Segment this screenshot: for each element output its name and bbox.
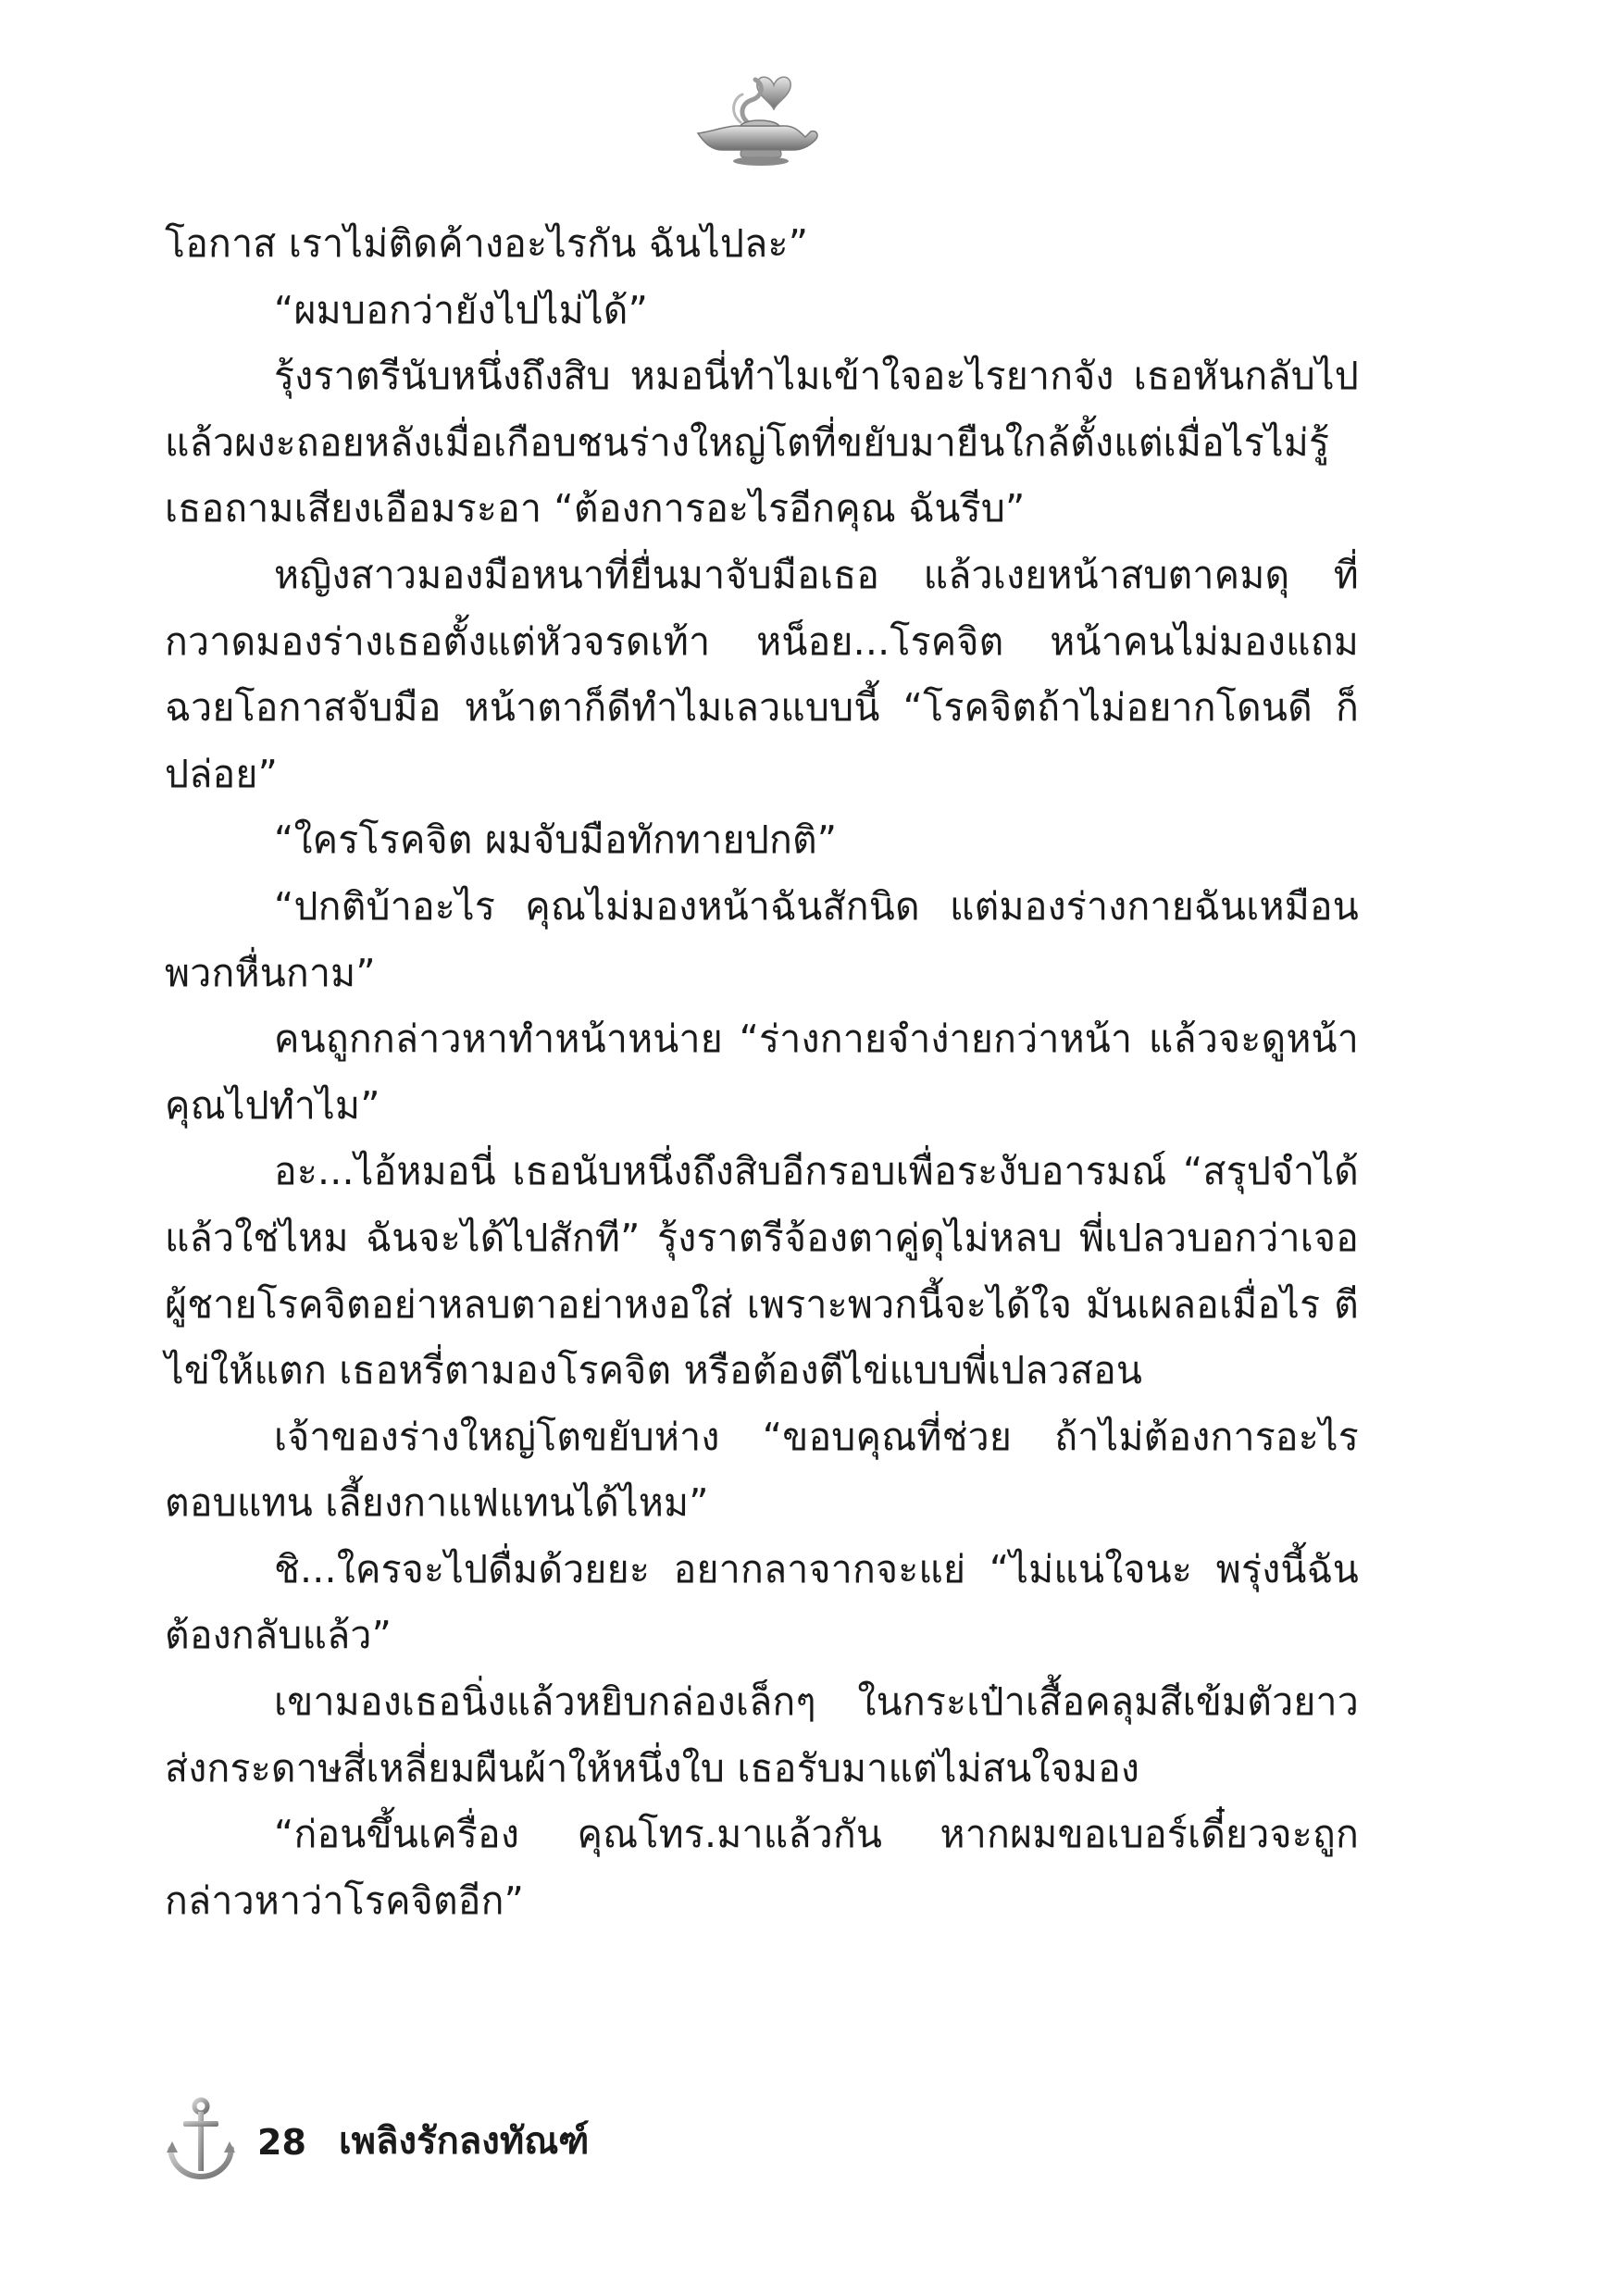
page-footer <box>165 2097 998 2180</box>
page-number: 28 <box>257 2122 306 2163</box>
paragraph-3: รุ้งราตรีนับหนึ่งถึงสิบ หมอนี่ทำไมเข้าใจอะไรยากจัง เธอหันกลับไป แล้วผงะถอยหลังเมื่อเกือบชนร่างใหญ่โตที่ขยับมายืนใกล้ตั้งแต่เมื่อไรไม่รู้ เธอถามเสียงเอือมระอา “ต้องการอะไรอีกคุณ ฉันรีบ” <box>165 354 1359 531</box>
genie-lamp-heart-icon <box>685 57 824 168</box>
book-title: เพลิงรักลงทัณฑ์ <box>339 2120 590 2163</box>
paragraph-6: “ปกติบ้าอะไร คุณไม่มองหน้าฉันสักนิด แต่มองร่างกายฉันเหมือน พวกหื่นกาม” <box>165 883 1359 995</box>
paragraph-4: หญิงสาวมองมือหนาที่ยื่นมาจับมือเธอ แล้วเงยหน้าสบตาคมดุ ที่กวาดมองร่างเธอตั้งแต่หัวจรดเท้า หน็อย...โรคจิต หน้าคนไม่มองแถม ฉวยโอกาสจับมือ หน้าตาก็ดีทำไมเลวแบบนี้ “โรคจิตถ้าไม่อยากโดนดี ก็ปล่อย” <box>165 552 1359 796</box>
paragraph-11: เขามองเธอนิ่งแล้วหยิบกล่องเล็กๆ ในกระเป๋าเสื้อคลุมสีเข้มตัวยาว ส่งกระดาษสี่เหลี่ยมผืนผ้าให้หนึ่งใบ เธอรับมาแต่ไม่สนใจมอง <box>165 1679 1359 1791</box>
paragraph-5: “ใครโรคจิต ผมจับมือทักทายปกติ” <box>274 817 838 863</box>
body-text <box>165 211 1359 1934</box>
anchor-icon <box>165 2097 237 2182</box>
paragraph-12: “ก่อนขึ้นเครื่อง คุณโทร.มาแล้วกัน หากผมขอเบอร์เดี๋ยวจะถูก กล่าวหาว่าโรคจิตอีก” <box>165 1812 1359 1923</box>
paragraph-8: อะ...ไอ้หมอนี่ เธอนับหนึ่งถึงสิบอีกรอบเพื่อระงับอารมณ์ “สรุปจำได้ แล้วใช่ไหม ฉันจะได้ไปสักที” รุ้งราตรีจ้องตาคู่ดุไม่หลบ พี่เปลวบอกว่าเจอ ผู้ชายโรคจิตอย่าหลบตาอย่าหงอใส่ เพราะพวกนี้จะได้ใจ มันเผลอเมื่อไร ตีไข่ให้แตก เธอหรี่ตามองโรคจิต หรือต้องตีไข่แบบพี่เปลวสอน <box>165 1149 1359 1393</box>
paragraph-1: โอกาส เราไม่ติดค้างอะไรกัน ฉันไปละ” <box>165 221 809 266</box>
paragraph-7: คนถูกกล่าวหาทำหน้าหน่าย “ร่างกายจำง่ายกว่าหน้า แล้วจะดูหน้า คุณไปทำไม” <box>165 1017 1359 1128</box>
paragraph-10: ชิ...ใครจะไปดื่มด้วยยะ อยากลาจากจะแย่ “ไม่แน่ใจนะ พรุ่งนี้ฉัน ต้องกลับแล้ว” <box>165 1546 1359 1658</box>
paragraph-2: “ผมบอกว่ายังไปไม่ได้” <box>274 287 649 332</box>
paragraph-9: เจ้าของร่างใหญ่โตขยับห่าง “ขอบคุณที่ช่วย ถ้าไม่ต้องการอะไร ตอบแทน เลี้ยงกาแฟแทนได้ไหม” <box>165 1414 1359 1526</box>
